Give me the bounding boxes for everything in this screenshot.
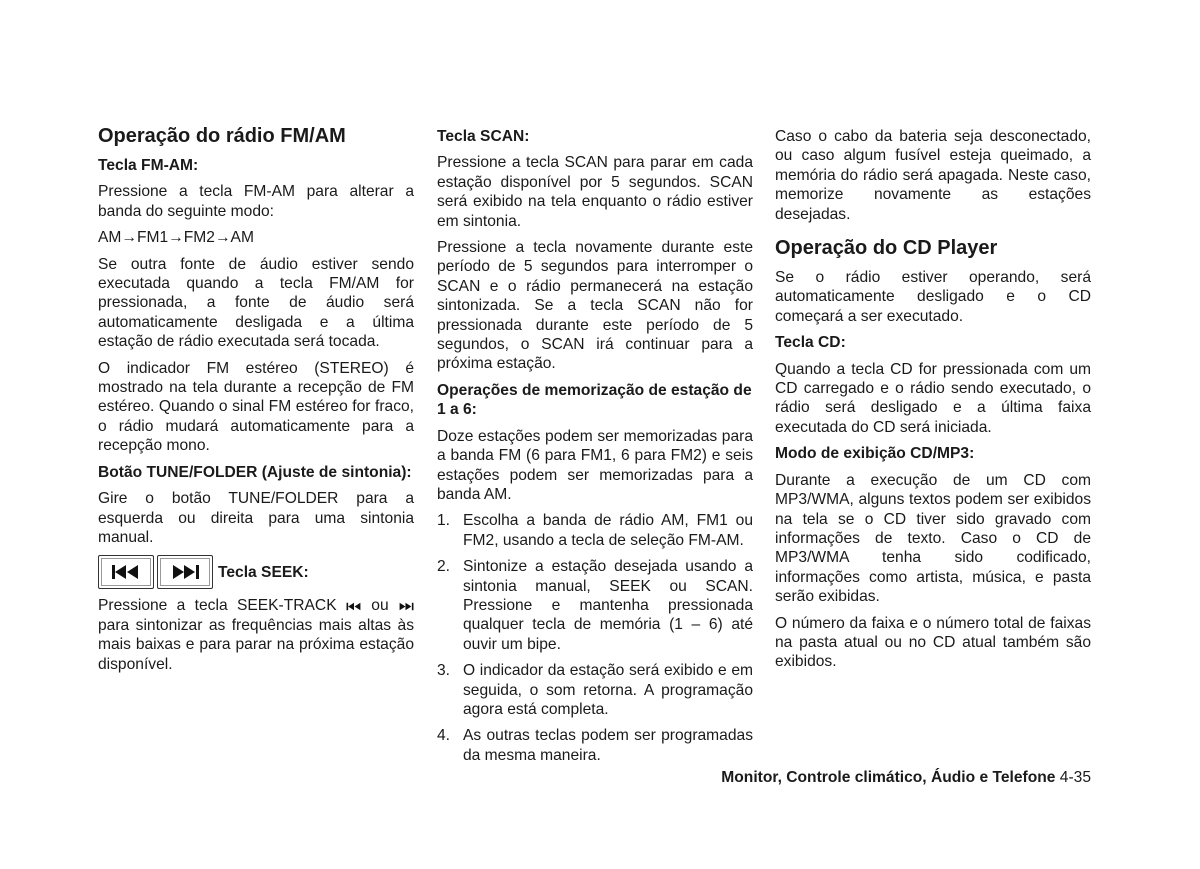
- list-item: 1. Escolha a banda de rádio AM, FM1 ou FM2, usando a tecla de seleção FM-AM.: [437, 512, 753, 549]
- column-3: [775, 127, 1091, 679]
- scan-key-heading: Tecla SCAN:: [437, 128, 530, 145]
- seek-paragraph-part-a: Pressione a tecla SEEK-TRACK: [98, 597, 337, 615]
- scan-paragraph-1: Pressione a tecla SCAN para parar em cada estação disponível por 5 segundos. SCAN será exibido na tela enquanto o rádio estiver em sintonia.: [437, 154, 753, 230]
- skip-forward-icon: [170, 564, 200, 580]
- section-title-cd-player: Operação do CD Player: [775, 237, 998, 260]
- seek-back-button: [98, 555, 154, 589]
- tune-folder-heading: Botão TUNE/FOLDER (Ajuste de sintonia):: [98, 463, 412, 481]
- page-number: 4-35: [1059, 769, 1091, 786]
- cd-mp3-heading: Modo de exibição CD/MP3:: [775, 445, 975, 463]
- page-footer: [600, 768, 1091, 788]
- seek-paragraph-part-b: para sintonizar as frequências mais altas às mais baixas e para parar na próxima estação disponível.: [98, 616, 414, 673]
- cd-key-heading: Tecla CD:: [775, 334, 846, 352]
- cd-key-paragraph: Quando a tecla CD for pressionada com um CD carregado e o rádio sendo executado, o rádio será desligado e a última faixa executada do CD será iniciada.: [775, 360, 1091, 436]
- list-item: 3. O indicador da estação será exibido e em seguida, o som retorna. A programação agora está completa.: [437, 662, 753, 718]
- memory-heading: Operações de memorização de estação de 1 a 6:: [437, 381, 752, 419]
- tune-folder-paragraph: Gire o botão TUNE/FOLDER para a esquerda ou direita para uma sintonia manual.: [98, 490, 414, 546]
- fm-am-paragraph-1: Pressione a tecla FM-AM para alterar a banda do seguinte modo:: [98, 183, 414, 220]
- seek-forward-button: [157, 555, 213, 589]
- skip-back-icon: [111, 564, 141, 580]
- column-2: [437, 127, 753, 772]
- cd-mp3-paragraph-1: Durante a execução de um CD com MP3/WMA, alguns textos podem ser exibidos na tela se o CD tiver sido gravado com informações de texto. Caso o CD de MP3/WMA tenha sido codificado, informações como artista, música, e pasta serão exibidas.: [775, 471, 1091, 606]
- cd-paragraph-1: Se o rádio estiver operando, será automaticamente desligado e o CD começará a ser executado.: [775, 269, 1091, 325]
- scan-paragraph-2: Pressione a tecla novamente durante este período de 5 segundos para interromper o SCAN e o rádio permanecerá na estação sintonizada. Se a tecla SCAN não for pressionada durante este período de 5 segundos, o SCAN irá continuar para a próxima estação.: [437, 239, 753, 373]
- memory-paragraph: Doze estações podem ser memorizadas para a banda FM (6 para FM1, 6 para FM2) e seis estações podem ser memorizadas para a banda AM.: [437, 427, 753, 503]
- section-title-fm-am: Operação do rádio FM/AM: [98, 125, 346, 147]
- list-item: 2. Sintonize a estação desejada usando a sintonia manual, SEEK ou SCAN. Pressione e mantenha pressionada qualquer tecla de memória (1 – 6) até ouvir um bipe.: [437, 558, 753, 653]
- skip-back-icon: [346, 601, 362, 612]
- seek-key-heading: Tecla SEEK:: [218, 563, 309, 581]
- cd-mp3-paragraph-2: O número da faixa e o número total de faixas na pasta atual ou no CD atual também são exibidos.: [775, 614, 1091, 671]
- battery-paragraph: Caso o cabo da bateria seja desconectado, ou caso algum fusível esteja queimado, a memória do rádio será apagada. Neste caso, memorize novamente as estações desejadas.: [775, 128, 1091, 223]
- list-item: 4. As outras teclas podem ser programadas da mesma maneira.: [437, 727, 753, 764]
- column-1: [98, 124, 414, 681]
- fm-am-paragraph-3: O indicador FM estéreo (STEREO) é mostrado na tela durante a recepção de FM estéreo. Quando o sinal FM estéreo for fraco, o rádio mudará automaticamente para a recepção mono.: [98, 359, 414, 455]
- fm-am-key-heading: Tecla FM-AM:: [98, 157, 199, 174]
- footer-section-title: Monitor, Controle climático, Áudio e Telefone: [721, 769, 1056, 786]
- band-sequence: AM→FM1→FM2→AM: [98, 229, 254, 247]
- seek-paragraph-or: ou: [371, 597, 389, 615]
- skip-forward-icon: [398, 601, 414, 612]
- seek-keys-row: [98, 554, 414, 590]
- seek-paragraph: [98, 596, 414, 674]
- fm-am-paragraph-2: Se outra fonte de áudio estiver sendo executada quando a tecla FM/AM for pressionada, a fonte de áudio será automaticamente desligada e a última estação de rádio executada será tocada.: [98, 255, 414, 351]
- memory-steps-list: [437, 511, 753, 765]
